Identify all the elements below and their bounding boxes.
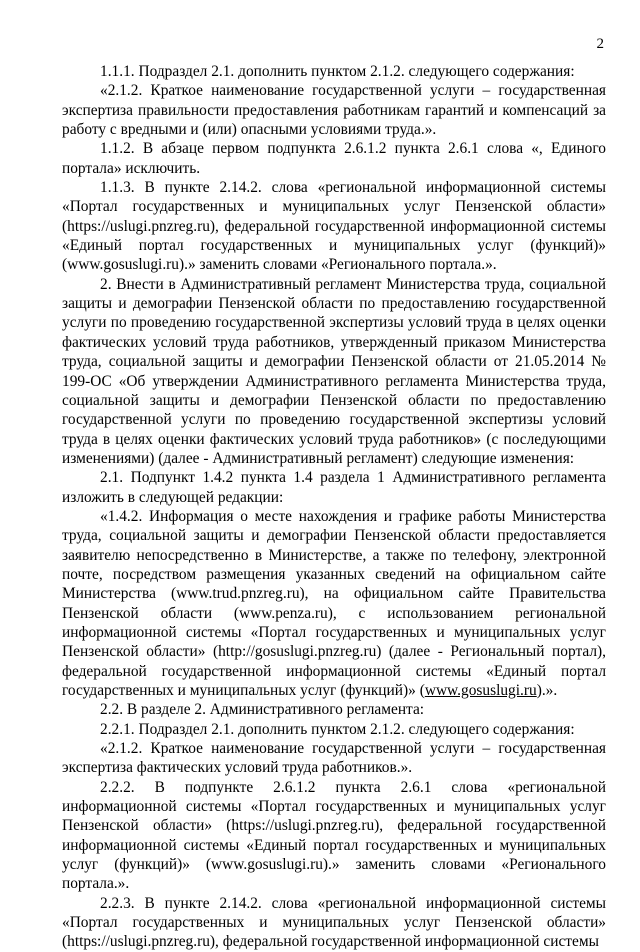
paragraph-2-1: 2.1. Подпункт 1.4.2 пункта 1.4 раздела 1 Административного регламента изложить в следующей редакции: (62, 469, 606, 506)
paragraph-2-2-2: 2.2.2. В подпункте 2.6.1.2 пункта 2.6.1 слова «региональной информационной системы «Портал государственных и муниципальных услуг Пензенской области» (https://uslugi.pnzreg.ru), федеральной государственной информационной системы «Единый портал государственных и муниципальных услуг (функций)» (www.gosuslugi.ru).» заменить словами «Регионального портала.». (62, 778, 606, 893)
document-body (62, 62, 606, 952)
paragraph-1-4-2-text: «1.4.2. Информация о месте нахождения и графике работы Министерства труда, социальной защиты и демографии Пензенской области предоставляется заявителю непосредственно в Министерстве, а также по телефону, электронной почте, посредством размещения указанных сведений на официальном сайте Министерства (www.trud.pnzreg.ru), на официальном сайте Правительства Пензенской области (www.penza.ru), с использованием региональной информационной системы «Портал государственных и муниципальных услуг Пензенской области» (http://gosuslugi.pnzreg.ru) (далее - Региональный портал), федеральной государственной информационной системы «Единый портал государственных и муниципальных услуг (функций)» ( (62, 507, 606, 699)
gosuslugi-link[interactable]: www.gosuslugi.ru (424, 682, 537, 699)
paragraph-1-4-2-end: ).». (536, 682, 558, 699)
paragraph-2-2-1: 2.2.1. Подраздел 2.1. дополнить пунктом 2.1.2. следующего содержания: (100, 720, 575, 738)
paragraph-2: 2. Внести в Административный регламент Министерства труда, социальной защиты и демографии Пензенской области по предоставлению государственной услуги по проведению государственной экспертизы условий труда в целях оценки фактических условий труда работников, утвержденный приказом Министерства труда, социальной защиты и демографии Пензенской области от 21.05.2014 № 199-ОС «Об утверждении Административного регламента Министерства труда, социальной защиты и демографии Пензенской области по предоставлению государственной услуги по проведению государственной экспертизы условий труда в целях оценки фактических условий труда работников» (с последующими изменениями) (далее - Административный регламент) следующие изменения: (62, 275, 606, 467)
paragraph-1-1-1: 1.1.1. Подраздел 2.1. дополнить пунктом 2.1.2. следующего содержания: (100, 63, 575, 80)
paragraph-1-4-2-quote (62, 507, 606, 700)
paragraph-1-1-3: 1.1.3. В пункте 2.14.2. слова «региональной информационной системы «Портал государственных и муниципальных услуг Пензенской области» (https://uslugi.pnzreg.ru), федеральной государственной информационной системы «Единый портал государственных и муниципальных услуг (функций)» (www.gosuslugi.ru).» заменить словами «Регионального портала.». (62, 179, 606, 274)
paragraph-2-2: 2.2. В разделе 2. Административного регламента: (100, 701, 425, 719)
paragraph-2-1-2-quote: «2.1.2. Краткое наименование государственной услуги – государственная экспертиза правильности предоставления работникам гарантий и компенсаций за работу с вредными и (или) опасными условиями труда.». (62, 82, 606, 139)
paragraph-1-1-2: 1.1.2. В абзаце первом подпункта 2.6.1.2 пункта 2.6.1 слова «, Единого портала» исключить. (62, 140, 606, 177)
paragraph-2-1-2-quote-second: «2.1.2. Краткое наименование государственной услуги – государственная экспертиза фактических условий труда работников.». (62, 740, 606, 777)
paragraph-2-2-3: 2.2.3. В пункте 2.14.2. слова «региональной информационной системы «Портал государственных и муниципальных услуг Пензенской области» (https://uslugi.pnzreg.ru), федеральной государственной информационной системы (62, 894, 606, 951)
page-number: 2 (596, 36, 604, 52)
